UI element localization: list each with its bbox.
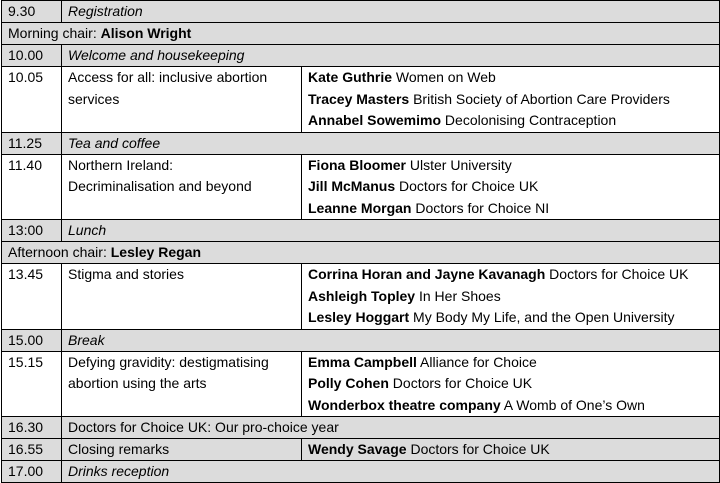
session-title: Registration bbox=[62, 1, 720, 23]
chair-label: Morning chair: bbox=[8, 25, 101, 41]
speaker-entry bbox=[308, 264, 713, 286]
speaker-entry bbox=[308, 395, 713, 417]
table-row bbox=[2, 264, 720, 330]
speaker-org: Decolonising Contraception bbox=[441, 112, 617, 128]
session-title bbox=[62, 154, 302, 220]
speaker-name: Ashleigh Topley bbox=[308, 287, 416, 304]
chair-cell bbox=[2, 23, 720, 45]
session-title: Drinks reception bbox=[62, 461, 720, 483]
speaker-name: Corrina Horan and Jayne Kavanagh bbox=[308, 266, 546, 282]
table-row bbox=[2, 1, 720, 23]
speaker-name: Lesley Hoggart bbox=[308, 309, 410, 325]
session-title: Tea and coffee bbox=[62, 132, 720, 154]
chair-row bbox=[2, 23, 720, 45]
speaker-entry bbox=[308, 176, 713, 198]
session-title: Closing remarks bbox=[62, 439, 302, 461]
speakers-cell bbox=[302, 154, 720, 220]
session-title-line: Defying gravidity: destigmatising bbox=[68, 353, 269, 370]
speaker-org: In Her Shoes bbox=[415, 287, 501, 304]
speaker-entry bbox=[308, 373, 713, 395]
chair-cell bbox=[2, 242, 720, 264]
speaker-org: British Society of Abortion Care Providers bbox=[409, 90, 670, 107]
table-row bbox=[2, 45, 720, 67]
speaker-org: A Womb of One’s Own bbox=[500, 396, 645, 413]
time-cell: 17.00 bbox=[2, 461, 62, 483]
speakers-cell bbox=[302, 67, 720, 133]
speaker-entry bbox=[308, 198, 713, 220]
session-title: Doctors for Choice UK: Our pro-choice year bbox=[62, 417, 720, 439]
time-cell: 10.00 bbox=[2, 45, 62, 67]
speakers-cell bbox=[302, 439, 720, 461]
session-title-line: services bbox=[68, 90, 120, 107]
chair-label: Afternoon chair: bbox=[8, 244, 111, 260]
speaker-entry bbox=[308, 110, 713, 132]
table-row bbox=[2, 351, 720, 417]
session-title bbox=[62, 264, 302, 330]
speaker-entry bbox=[308, 67, 713, 89]
session-title-line: Northern Ireland: bbox=[68, 156, 174, 173]
speaker-org: Ulster University bbox=[406, 156, 512, 173]
speaker-entry bbox=[308, 307, 713, 329]
time-cell: 11.40 bbox=[2, 154, 62, 220]
speaker-org: Doctors for Choice UK bbox=[395, 178, 539, 194]
speaker-name: Kate Guthrie bbox=[308, 69, 393, 85]
speaker-org: Doctors for Choice NI bbox=[411, 199, 550, 216]
table-row bbox=[2, 417, 720, 439]
speaker-entry bbox=[308, 89, 713, 111]
speaker-name: Tracey Masters bbox=[308, 90, 410, 107]
speaker-name: Wonderbox theatre company bbox=[308, 396, 501, 413]
speaker-org: Doctors for Choice UK bbox=[406, 441, 550, 457]
speaker-org: Doctors for Choice UK bbox=[388, 375, 533, 391]
time-cell: 15.15 bbox=[2, 351, 62, 417]
session-title: Break bbox=[62, 329, 720, 351]
time-cell: 16.30 bbox=[2, 417, 62, 439]
chair-name: Alison Wright bbox=[100, 25, 192, 41]
session-title-line: Access for all: inclusive abortion bbox=[68, 69, 268, 85]
table-row bbox=[2, 154, 720, 220]
session-title: Welcome and housekeeping bbox=[62, 45, 720, 67]
speaker-name: Jill McManus bbox=[308, 178, 396, 194]
speaker-name: Wendy Savage bbox=[308, 441, 407, 457]
speaker-org: Alliance for Choice bbox=[416, 353, 537, 370]
speaker-entry bbox=[308, 286, 713, 308]
speakers-cell bbox=[302, 264, 720, 330]
table-row bbox=[2, 132, 720, 154]
session-title: Lunch bbox=[62, 220, 720, 242]
table-row bbox=[2, 329, 720, 351]
time-cell: 11.25 bbox=[2, 132, 62, 154]
speaker-org: Doctors for Choice UK bbox=[545, 266, 689, 282]
session-title bbox=[62, 351, 302, 417]
session-title-line: abortion using the arts bbox=[68, 375, 207, 391]
table-row bbox=[2, 67, 720, 133]
session-title bbox=[62, 67, 302, 133]
chair-name: Lesley Regan bbox=[110, 244, 201, 260]
speaker-name: Emma Campbell bbox=[308, 353, 417, 370]
speaker-entry bbox=[308, 155, 713, 177]
session-title-line: Decriminalisation and beyond bbox=[68, 178, 252, 194]
time-cell: 16.55 bbox=[2, 439, 62, 461]
time-cell: 13:00 bbox=[2, 220, 62, 242]
agenda-table bbox=[1, 0, 720, 483]
time-cell: 15.00 bbox=[2, 329, 62, 351]
time-cell: 13.45 bbox=[2, 264, 62, 330]
table-row bbox=[2, 220, 720, 242]
speaker-org: My Body My Life, and the Open University bbox=[409, 309, 675, 325]
table-row bbox=[2, 439, 720, 461]
speaker-name: Leanne Morgan bbox=[308, 199, 412, 216]
speaker-name: Polly Cohen bbox=[308, 375, 389, 391]
time-cell: 10.05 bbox=[2, 67, 62, 133]
chair-row bbox=[2, 242, 720, 264]
time-cell: 9.30 bbox=[2, 1, 62, 23]
speaker-entry bbox=[308, 352, 713, 374]
speaker-name: Annabel Sowemimo bbox=[308, 112, 442, 128]
table-row bbox=[2, 461, 720, 483]
speaker-org: Women on Web bbox=[392, 69, 496, 85]
speaker-name: Fiona Bloomer bbox=[308, 156, 407, 173]
session-title-line: Stigma and stories bbox=[68, 266, 184, 282]
speakers-cell bbox=[302, 351, 720, 417]
